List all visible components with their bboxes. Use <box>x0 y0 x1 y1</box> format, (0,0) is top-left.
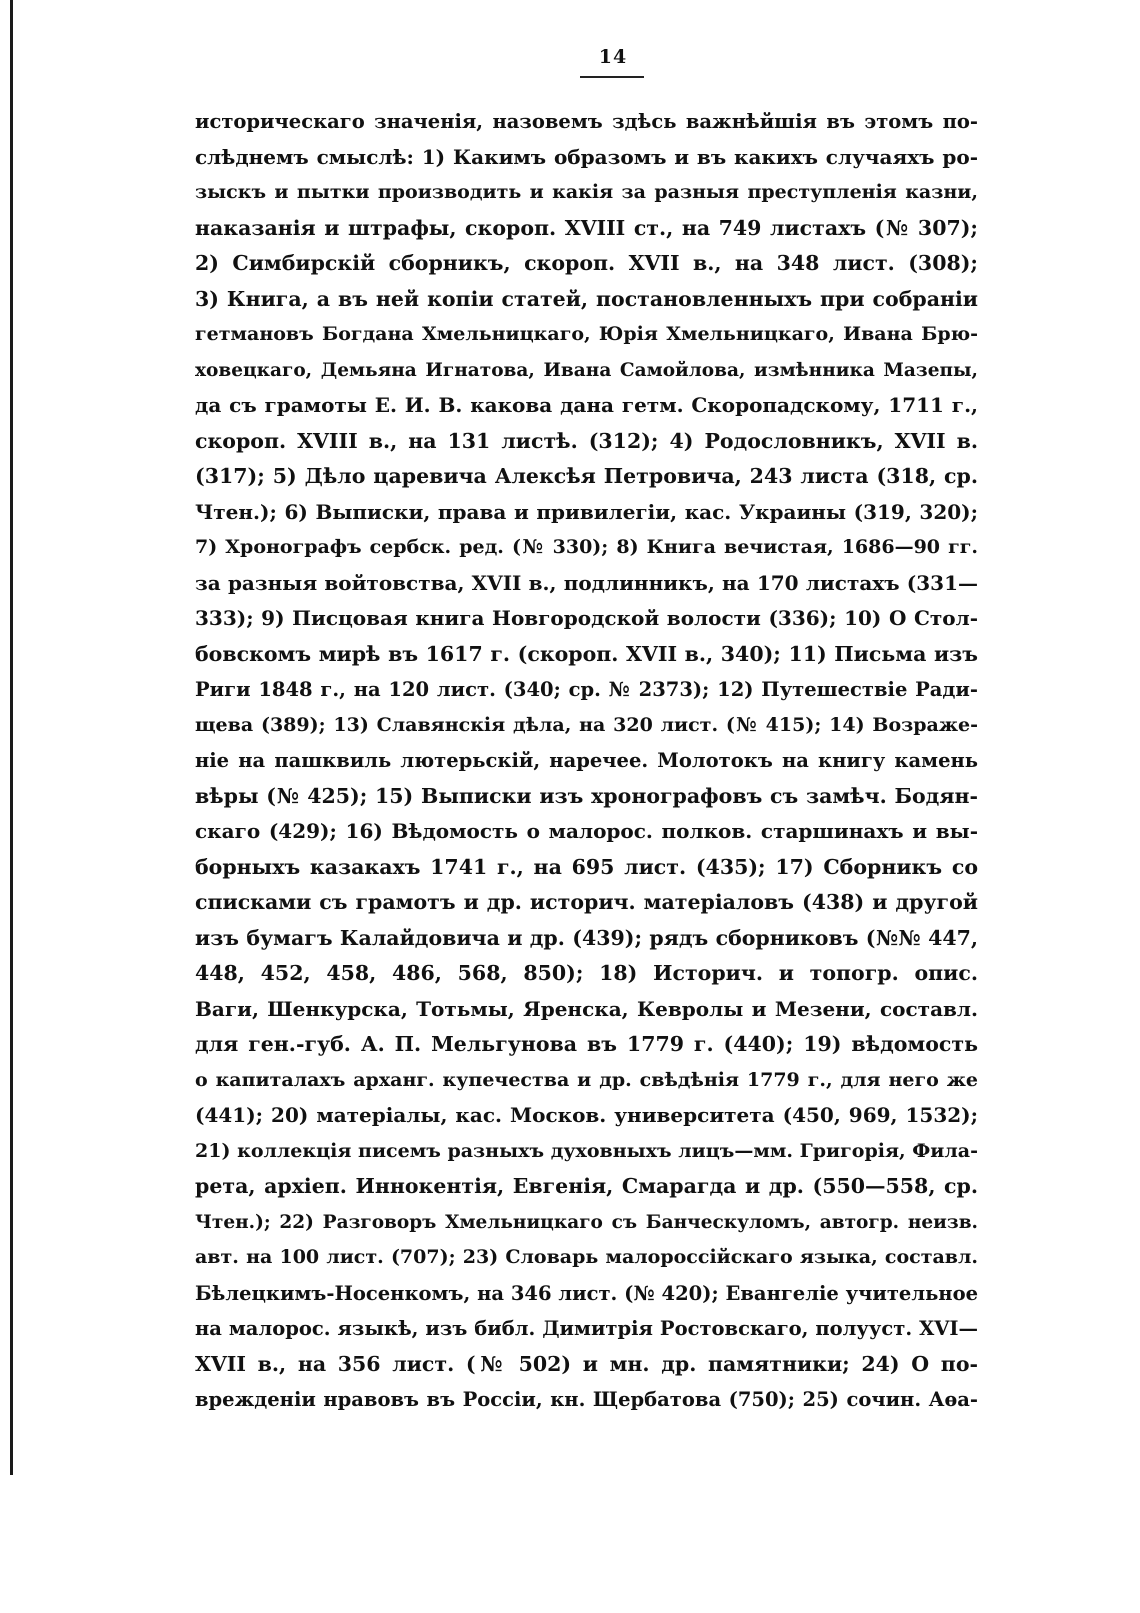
scan-margin <box>0 0 26 1613</box>
text-line: (317); 5) Дѣло царевича Алексѣя Петровича, 243 листа (318, ср. <box>195 464 978 488</box>
text-line: Ваги, Шенкурска, Тотьмы, Яренска, Кевролы и Мезени, составл. <box>195 996 978 1021</box>
text-line: (441); 20) матеріалы, кас. Москов. университета (450, 969, 1532); <box>195 1103 978 1127</box>
page-number-underline <box>580 76 644 78</box>
text-line: авт. на 100 лист. (707); 23) Словарь малороссійскаго языка, составл. <box>195 1246 978 1268</box>
text-line: вѣры (№ 425); 15) Выписки изъ хронографовъ съ замѣч. Бодян- <box>195 783 978 808</box>
text-line: 448, 452, 458, 486, 568, 850); 18) Историч. и топогр. опис. <box>195 961 978 985</box>
text-line: зыскъ и пытки производить и какія за разныя преступленія казни, <box>195 181 978 203</box>
text-line: ховецкаго, Демьяна Игнатова, Ивана Самойлова, измѣнника Мазепы, <box>195 359 978 381</box>
text-line: гетмановъ Богдана Хмельницкаго, Юрія Хмельницкаго, Ивана Брю- <box>195 323 978 345</box>
text-line: бовскомъ мирѣ въ 1617 г. (скороп. XVII в., 340); 11) Письма изъ <box>195 641 978 666</box>
text-line: ніе на пашквиль лютерьскій, наречее. Молотокъ на книгу камень <box>195 749 978 772</box>
text-line: на малорос. языкѣ, изъ библ. Димитрія Ростовскаго, полууст. XVI— <box>195 1317 978 1340</box>
text-line: 21) коллекція писемъ разныхъ духовныхъ лицъ—мм. Григорія, Фила- <box>195 1139 978 1162</box>
text-line: 3) Книга, а въ ней копіи статей, постановленныхъ при собраніи <box>195 286 978 311</box>
text-line: историческаго значенія, назовемъ здѣсь важнѣйшія въ этомъ по- <box>195 110 978 133</box>
text-line: изъ бумагъ Калайдовича и др. (439); рядъ сборниковъ (№№ 447, <box>195 925 978 950</box>
text-line: да съ грамоты Е. И. В. какова дана гетм. Скоропадскому, 1711 г., <box>195 393 978 417</box>
text-line: о капиталахъ арханг. купечества и др. свѣдѣнія 1779 г., для него же <box>195 1068 978 1091</box>
text-line: Чтен.); 22) Разговоръ Хмельницкаго съ Банческуломъ, автогр. неизв. <box>195 1211 978 1233</box>
text-line: 333); 9) Писцовая книга Новгородской волости (336); 10) О Стол- <box>195 606 978 630</box>
text-line: за разныя войтовства, XVII в., подлинникъ, на 170 листахъ (331— <box>195 570 978 595</box>
page-number: 14 <box>598 46 628 68</box>
text-line: Бѣлецкимъ-Носенкомъ, на 346 лист. (№ 420); Евангеліе учительное <box>195 1281 978 1305</box>
text-line: скаго (429); 16) Вѣдомость о малорос. полков. старшинахъ и вы- <box>195 819 978 843</box>
text-line: списками съ грамотъ и др. историч. матеріаловъ (438) и другой <box>195 890 978 914</box>
text-line: XVII в., на 356 лист. (№ 502) и мн. др. памятники; 24) О по- <box>195 1351 978 1376</box>
text-line: наказанія и штрафы, скороп. XVIII ст., на 749 листахъ (№ 307); <box>195 215 978 240</box>
text-line: рета, архіеп. Иннокентія, Евгенія, Смарагда и др. (550—558, ср. <box>195 1174 978 1198</box>
body-text <box>195 104 978 1418</box>
binding-edge-line <box>10 0 13 1475</box>
text-line: Чтен.); 6) Выписки, права и привилегіи, кас. Украины (319, 320); <box>195 499 978 524</box>
text-line: слѣднемъ смыслѣ: 1) Какимъ образомъ и въ какихъ случаяхъ ро- <box>195 144 978 169</box>
text-line: 2) Симбирскій сборникъ, скороп. XVII в., на 348 лист. (308); <box>195 251 978 275</box>
text-line: 7) Хронографъ сербск. ред. (№ 330); 8) Книга вечистая, 1686—90 гг. <box>195 536 978 558</box>
text-line: Риги 1848 г., на 120 лист. (340; ср. № 2373); 12) Путешествіе Ради- <box>195 678 978 701</box>
text-line: врежденіи нравовъ въ Россіи, кн. Щербатова (750); 25) сочин. Аѳа- <box>195 1388 978 1411</box>
text-line: для ген.-губ. А. П. Мельгунова въ 1779 г. (440); 19) вѣдомость <box>195 1032 978 1056</box>
text-line: щева (389); 13) Славянскія дѣла, на 320 лист. (№ 415); 14) Возраже- <box>195 713 978 736</box>
text-line: скороп. XVIII в., на 131 листѣ. (312); 4) Родословникъ, XVII в. <box>195 428 978 453</box>
text-line: борныхъ казакахъ 1741 г., на 695 лист. (435); 17) Сборникъ со <box>195 854 978 879</box>
